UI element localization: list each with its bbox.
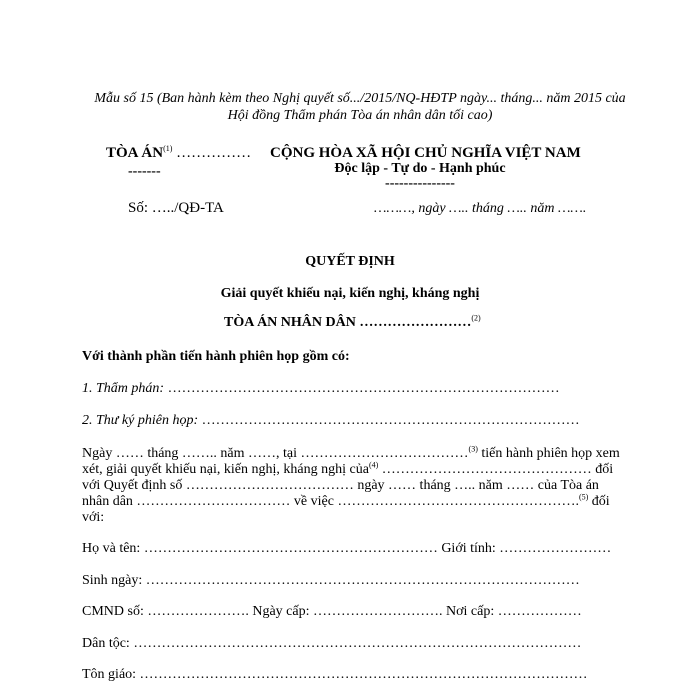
document-subtitle: Giải quyết khiếu nại, kiến nghị, kháng nghị	[220, 286, 480, 301]
republic-motto: Độc lập - Tự do - Hạnh phúc	[334, 161, 506, 176]
field-full-name: Họ và tên: ……………………………………………………… Giới tính: ……………………	[82, 541, 612, 556]
field-id-card: CMND số: …………………. Ngày cấp: ………………………. Nơi cấp: ………………	[82, 604, 582, 619]
paragraph-line-1	[82, 446, 620, 462]
paragraph-line-1-tail: tiến hành phiên họp xem	[477, 446, 620, 461]
footnote-1: (1)	[163, 144, 173, 153]
court-label-line	[106, 145, 251, 162]
court-dots: ……………	[176, 145, 252, 161]
court-name-line	[224, 315, 481, 331]
form-note-line-2: Hội đồng Thẩm phán Tòa án nhân dân tối cao)	[227, 108, 493, 123]
court-name: TÒA ÁN NHÂN DÂN ……………………	[224, 315, 472, 330]
member-clerk	[82, 413, 580, 429]
field-ethnicity: Dân tộc: ……………………………………………………………………………………	[82, 636, 582, 651]
member-judge	[82, 381, 560, 397]
paragraph-line-4-tail: đối	[588, 494, 610, 509]
republic-dashes: ---------------	[385, 176, 455, 191]
section-heading: Với thành phần tiến hành phiên họp gồm có:	[82, 349, 350, 364]
member-judge-dots: …………………………………………………………………………	[167, 381, 560, 396]
form-note-line-1: Mẫu số 15 (Ban hành kèm theo Nghị quyết số.../2015/NQ-HĐTP ngày... tháng... năm 2015 của	[94, 91, 626, 106]
member-judge-label: 1. Thẩm phán:	[82, 381, 165, 396]
footnote-3: (3)	[468, 444, 478, 454]
member-clerk-label: 2. Thư ký phiên họp:	[82, 413, 199, 428]
field-religion: Tôn giáo: ……………………………………………………………………………………	[82, 667, 588, 682]
paragraph-line-1-text: Ngày …… tháng …….. năm ……, tại ………………………………	[82, 446, 469, 461]
paragraph-line-2-tail: ……………………………………… đối	[378, 462, 614, 477]
court-dashes: -------	[128, 164, 161, 179]
footnote-4: (4)	[368, 460, 379, 470]
paragraph-line-2-text: xét, giải quyết khiếu nại, kiến nghị, kháng nghị của	[82, 462, 369, 477]
paragraph-line-3: với Quyết định số ……………………………… ngày …… tháng ….. năm …… của Tòa án	[82, 478, 599, 493]
paragraph-line-2	[82, 462, 613, 478]
footnote-2: (2)	[471, 313, 481, 323]
member-clerk-dots: ………………………………………………………………………	[201, 413, 580, 428]
paragraph-line-4-text: nhân dân …………………………… về việc …………………………………………….	[82, 494, 579, 509]
paragraph-line-4	[82, 494, 610, 510]
decision-date: ………, ngày ….. tháng ….. năm …….	[374, 201, 587, 216]
footnote-5: (5)	[578, 492, 589, 502]
decision-number: Số: …../QĐ-TA	[128, 200, 224, 216]
field-birth-date: Sinh ngày: …………………………………………………………………………………	[82, 573, 580, 588]
republic-title: CỘNG HÒA XÃ HỘI CHỦ NGHĨA VIỆT NAM	[270, 145, 581, 161]
paragraph-line-5: với:	[82, 510, 105, 525]
document-title: QUYẾT ĐỊNH	[305, 254, 395, 269]
court-label: TÒA ÁN	[106, 145, 164, 161]
